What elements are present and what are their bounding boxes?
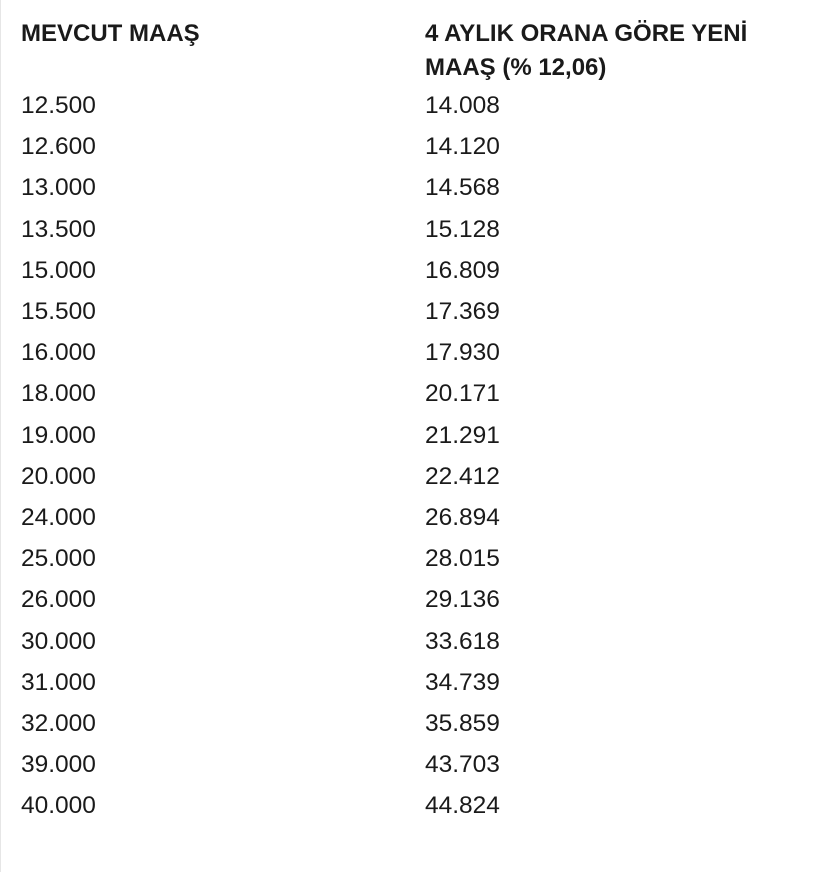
table-row [21,415,811,456]
new-salary-cell: 17.369 [425,298,500,326]
table-row [21,703,811,744]
current-salary-cell: 24.000 [21,504,96,532]
left-border [0,0,1,872]
table-row [21,579,811,620]
new-salary-cell: 15.128 [425,215,500,243]
current-salary-cell: 30.000 [21,627,96,655]
current-salary-cell: 16.000 [21,339,96,367]
header-new-salary [425,17,811,85]
table-row [21,373,811,414]
current-salary-cell: 13.500 [21,215,96,243]
new-salary-cell: 34.739 [425,668,500,696]
current-salary-cell: 15.000 [21,256,96,284]
new-salary-cell: 16.809 [425,256,500,284]
salary-table [21,17,811,827]
new-salary-cell: 21.291 [425,421,500,449]
new-salary-cell: 14.008 [425,92,500,119]
table-row [21,126,811,167]
new-salary-cell: 17.930 [425,339,500,367]
new-salary-cell: 14.120 [425,133,500,161]
table-row [21,785,811,826]
table-row [21,744,811,785]
current-salary-cell: 12.500 [21,92,96,119]
header-new-salary-line2: MAAŞ (% 12,06) [425,54,607,81]
table-row [21,621,811,662]
header-current-salary: MEVCUT MAAŞ [21,20,200,47]
current-salary-cell: 20.000 [21,462,96,490]
current-salary-cell: 40.000 [21,792,96,820]
current-salary-cell: 31.000 [21,668,96,696]
new-salary-cell: 43.703 [425,751,500,779]
current-salary-cell: 13.000 [21,174,96,202]
new-salary-cell: 20.171 [425,380,500,408]
table-row [21,250,811,291]
header-new-salary-line1: 4 AYLIK ORANA GÖRE YENİ [425,20,748,47]
current-salary-cell: 32.000 [21,710,96,738]
new-salary-cell: 35.859 [425,710,500,738]
table-row [21,332,811,373]
new-salary-cell: 28.015 [425,545,500,573]
current-salary-cell: 25.000 [21,545,96,573]
current-salary-cell: 19.000 [21,421,96,449]
table-row [21,291,811,332]
new-salary-cell: 22.412 [425,462,500,490]
table-header-row [21,17,811,85]
new-salary-cell: 29.136 [425,586,500,614]
table-row [21,497,811,538]
current-salary-cell: 15.500 [21,298,96,326]
table-row [21,538,811,579]
new-salary-cell: 33.618 [425,627,500,655]
new-salary-cell: 26.894 [425,504,500,532]
table-row [21,167,811,208]
current-salary-cell: 18.000 [21,380,96,408]
current-salary-cell: 12.600 [21,133,96,161]
table-row [21,456,811,497]
new-salary-cell: 14.568 [425,174,500,202]
table-row [21,662,811,703]
current-salary-cell: 39.000 [21,751,96,779]
new-salary-cell: 44.824 [425,792,500,820]
table-row [21,85,811,126]
table-row [21,209,811,250]
current-salary-cell: 26.000 [21,586,96,614]
